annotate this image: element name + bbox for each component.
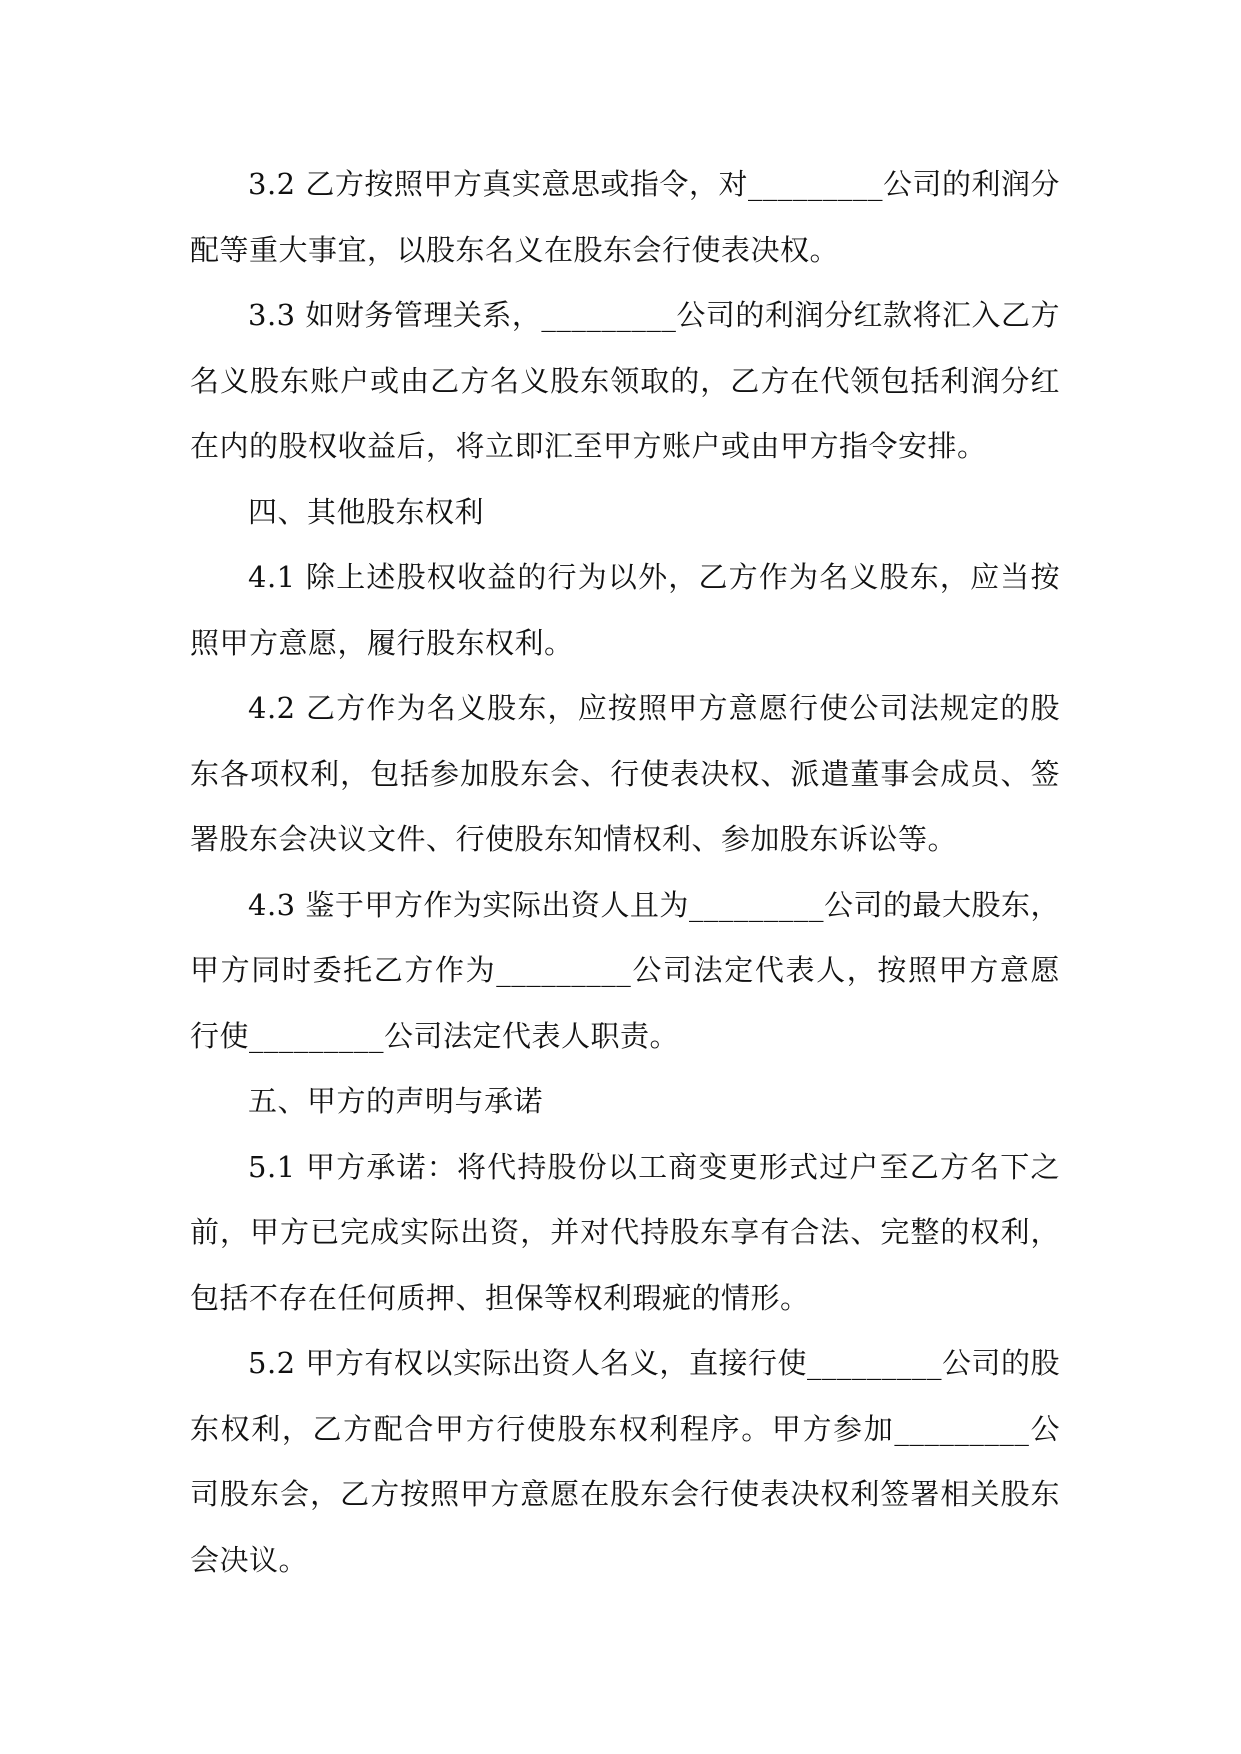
clause-4-2: 4.2 乙方作为名义股东，应按照甲方意愿行使公司法规定的股东各项权利，包括参加股东会、行使表决权、派遣董事会成员、签署股东会决议文件、行使股东知情权利、参加股东诉讼等。 bbox=[190, 691, 1060, 856]
clause-3-2: 3.2 乙方按照甲方真实意思或指令，对_________公司的利润分配等重大事宜，以股东名义在股东会行使表决权。 bbox=[190, 167, 1060, 267]
clause-4-1: 4.1 除上述股权收益的行为以外，乙方作为名义股东，应当按照甲方意愿，履行股东权利。 bbox=[190, 560, 1060, 660]
clause-5-1: 5.1 甲方承诺：将代持股份以工商变更形式过户至乙方名下之前，甲方已完成实际出资，并对代持股东享有合法、完整的权利，包括不存在任何质押、担保等权利瑕疵的情形。 bbox=[190, 1149, 1060, 1315]
document-body bbox=[190, 152, 1060, 1593]
section-heading-4: 四、其他股东权利 bbox=[248, 494, 485, 529]
clause-3-3: 3.3 如财务管理关系，_________公司的利润分红款将汇入乙方名义股东账户或由乙方名义股东领取的，乙方在代领包括利润分红在内的股权收益后，将立即汇至甲方账户或由甲方指令安排。 bbox=[190, 298, 1060, 463]
section-heading-5: 五、甲方的声明与承诺 bbox=[248, 1084, 544, 1118]
clause-5-2: 5.2 甲方有权以实际出资人名义，直接行使_________公司的股东权利，乙方配合甲方行使股东权利程序。甲方参加_________公司股东会，乙方按照甲方意愿在股东会行使表决权利签署相关股东会决议。 bbox=[190, 1346, 1060, 1577]
clause-4-3: 4.3 鉴于甲方作为实际出资人且为_________公司的最大股东，甲方同时委托乙方作为_________公司法定代表人，按照甲方意愿行使_________公司法定代表人职责。 bbox=[190, 887, 1060, 1053]
